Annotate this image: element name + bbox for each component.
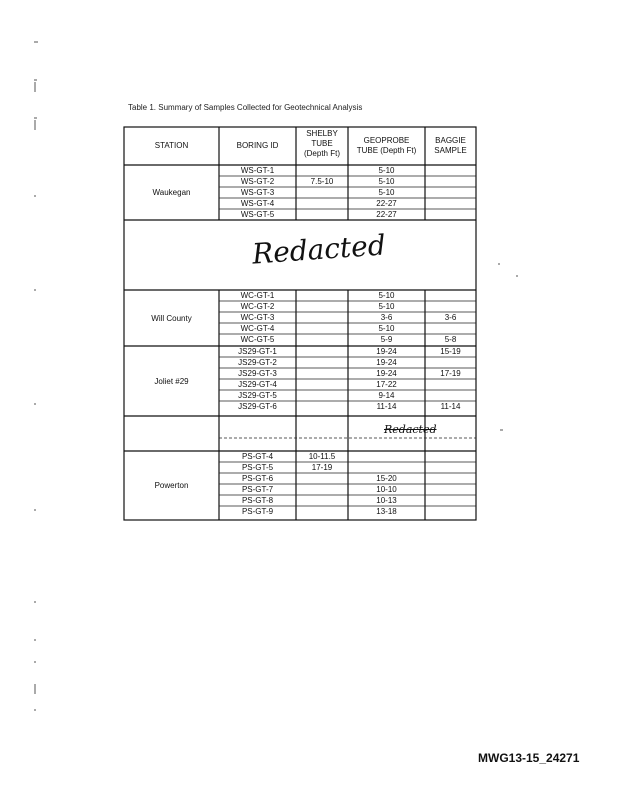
table-row-shelby: 17-19 (311, 463, 333, 472)
table-row-boring-id: WS-GT-2 (240, 177, 275, 186)
table-row-boring-id: PS-GT-7 (241, 485, 274, 494)
table-row-shelby: 10-11.5 (308, 452, 336, 461)
table-row-geoprobe: 5-10 (378, 166, 395, 175)
table-row-geoprobe: 5-10 (378, 188, 395, 197)
header-baggie-line1: BAGGIE (435, 136, 466, 145)
station-joliet: Joliet #29 (154, 377, 189, 386)
table-row-baggie: 15-19 (440, 347, 461, 356)
table-row-boring-id: WC-GT-4 (240, 324, 275, 333)
table-row-boring-id: WS-GT-5 (240, 210, 275, 219)
document-bates-number: MWG13-15_24271 (478, 751, 580, 765)
table-row-geoprobe: 19-24 (376, 358, 397, 367)
header-station: STATION (154, 141, 189, 150)
table-row-boring-id: JS29-GT-4 (238, 380, 277, 389)
table-row-shelby: 7.5-10 (310, 177, 334, 186)
redacted-stamp-large: Redacted (251, 228, 387, 271)
header-shelby-line2: TUBE (311, 139, 333, 148)
table-row-geoprobe: 19-24 (376, 369, 397, 378)
table-row-boring-id: WC-GT-2 (240, 302, 275, 311)
header-shelby-tube (296, 129, 348, 159)
station-will-county: Will County (151, 314, 192, 323)
header-geoprobe-tube (348, 136, 425, 156)
header-shelby-line1: SHELBY (306, 129, 338, 138)
table-row-boring-id: PS-GT-4 (241, 452, 274, 461)
table-row-geoprobe: 17-22 (376, 380, 397, 389)
table-row-boring-id: JS29-GT-5 (238, 391, 277, 400)
table-row-boring-id: WC-GT-5 (240, 335, 275, 344)
table-row-boring-id: PS-GT-5 (241, 463, 274, 472)
table-row-geoprobe: 22-27 (376, 210, 397, 219)
header-geoprobe-line1: GEOPROBE (363, 136, 410, 145)
table-row-geoprobe: 5-10 (378, 302, 395, 311)
header-baggie-sample (425, 136, 476, 156)
table-row-boring-id: WC-GT-1 (240, 291, 275, 300)
table-row-geoprobe: 5-10 (378, 177, 395, 186)
header-boring-id: BORING ID (236, 141, 279, 150)
table-row-geoprobe: 5-10 (378, 291, 395, 300)
redacted-stamp-small: Redacted (384, 423, 437, 436)
table-row-boring-id: JS29-GT-6 (238, 402, 277, 411)
table-row-geoprobe: 5-10 (378, 324, 395, 333)
table-row-boring-id: WC-GT-3 (240, 313, 275, 322)
table-row-baggie: 3-6 (444, 313, 457, 322)
header-baggie-line2: SAMPLE (434, 146, 467, 155)
table-row-geoprobe: 5-9 (380, 335, 393, 344)
table-row-boring-id: PS-GT-9 (241, 507, 274, 516)
table-row-boring-id: JS29-GT-2 (238, 358, 277, 367)
table-row-baggie: 17-19 (440, 369, 461, 378)
table-row-boring-id: JS29-GT-1 (238, 347, 277, 356)
table-row-boring-id: PS-GT-6 (241, 474, 274, 483)
table-row-geoprobe: 19-24 (376, 347, 397, 356)
table-row-geoprobe: 10-13 (376, 496, 397, 505)
table-row-boring-id: WS-GT-3 (240, 188, 275, 197)
table-row-geoprobe: 15-20 (376, 474, 397, 483)
header-geoprobe-line2: TUBE (Depth Ft) (356, 146, 417, 155)
header-shelby-line3: (Depth Ft) (303, 149, 340, 158)
table-row-boring-id: PS-GT-8 (241, 496, 274, 505)
table-row-geoprobe: 11-14 (376, 402, 397, 411)
table-row-geoprobe: 22-27 (376, 199, 397, 208)
station-powerton: Powerton (154, 481, 189, 490)
station-waukegan: Waukegan (152, 188, 191, 197)
table-row-boring-id: JS29-GT-3 (238, 369, 277, 378)
table-row-baggie: 11-14 (440, 402, 461, 411)
page-caption: Table 1. Summary of Samples Collected for Geotechnical Analysis (128, 103, 363, 112)
table-row-boring-id: WS-GT-1 (240, 166, 275, 175)
table-row-geoprobe: 10-10 (376, 485, 397, 494)
table-row-geoprobe: 13-18 (376, 507, 397, 516)
table-row-geoprobe: 3-6 (380, 313, 393, 322)
table-row-geoprobe: 9-14 (378, 391, 395, 400)
table-row-boring-id: WS-GT-4 (240, 199, 275, 208)
table-row-baggie: 5-8 (444, 335, 457, 344)
